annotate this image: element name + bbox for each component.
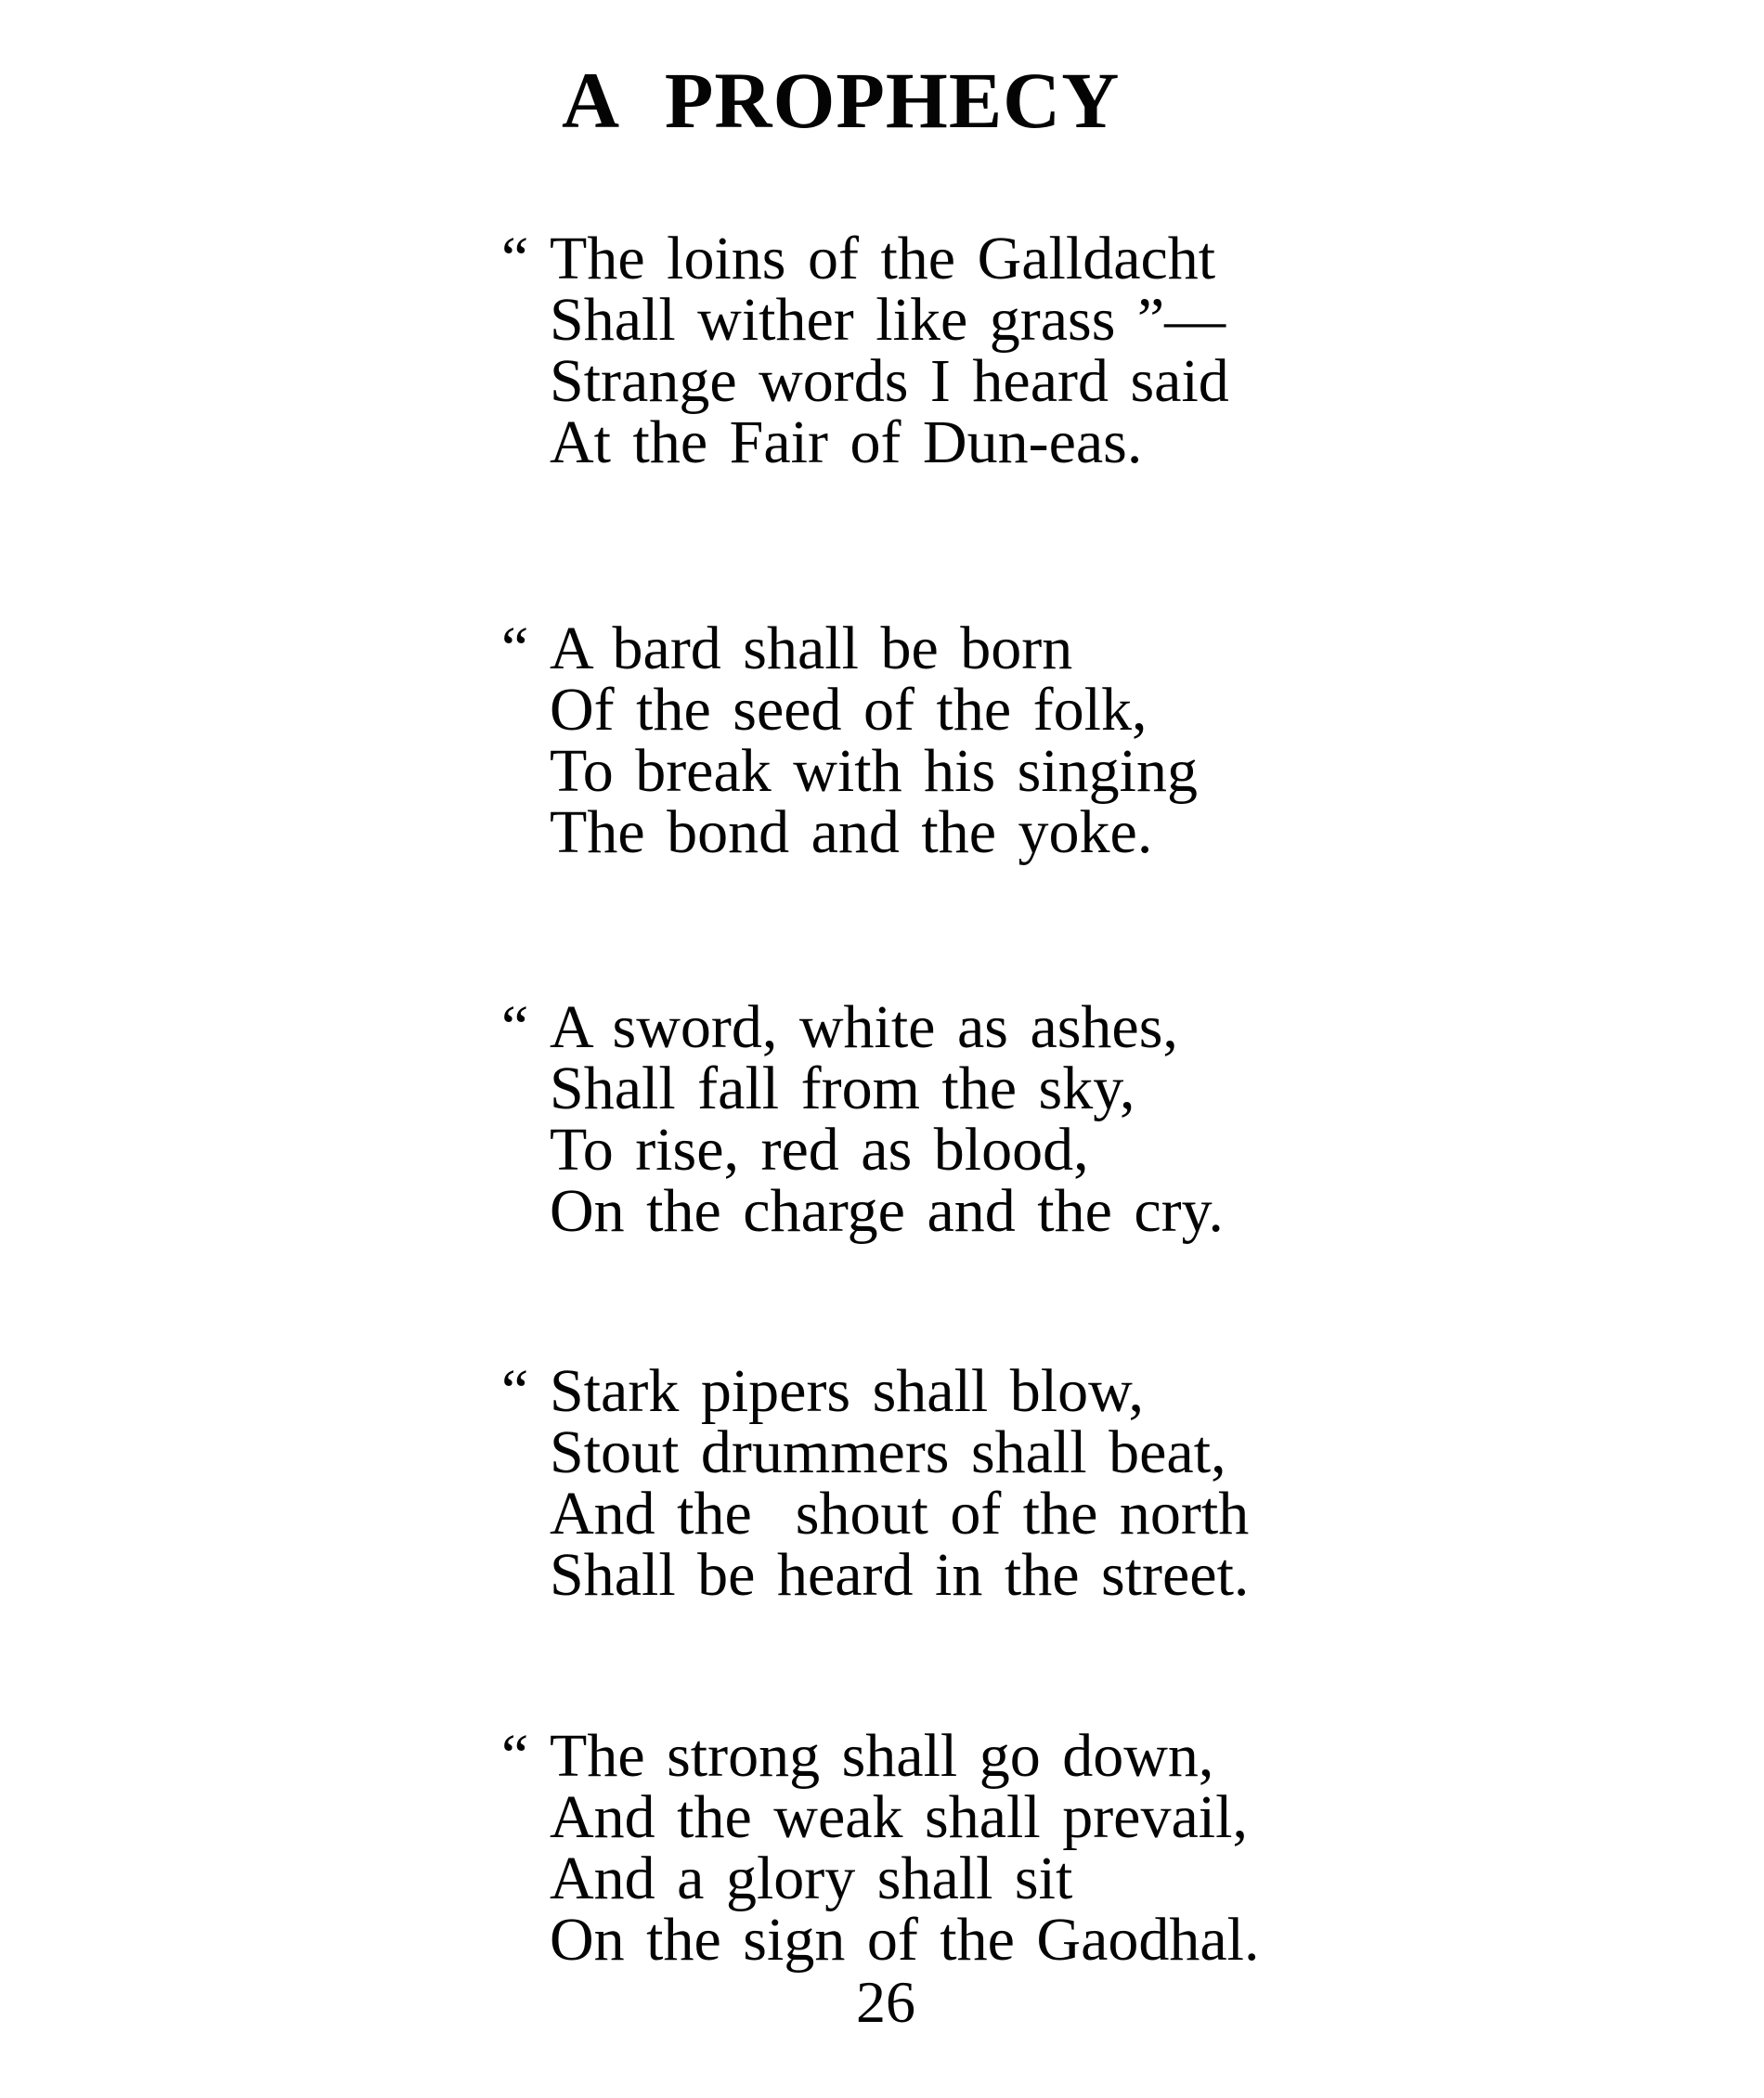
page-number: 26 bbox=[856, 1969, 915, 2035]
poem-line: Of the seed of the folk, bbox=[550, 676, 1148, 744]
poem-line: And the shout of the north bbox=[550, 1480, 1250, 1548]
poem-line: Strange words I heard said bbox=[550, 347, 1229, 415]
poem-line: The bond and the yoke. bbox=[550, 798, 1153, 866]
stanza-5 bbox=[501, 1722, 1260, 1974]
open-quote-mark: “ bbox=[501, 615, 529, 682]
poem-line-text: A bard shall be born bbox=[550, 615, 1073, 682]
poem-line: To break with his singing bbox=[550, 737, 1198, 805]
poem-line: Shall wither like grass ”— bbox=[550, 286, 1226, 354]
poem-line bbox=[501, 1357, 1249, 1425]
poem-line-text: Stark pipers shall blow, bbox=[550, 1357, 1144, 1425]
poem-line: And the weak shall prevail, bbox=[550, 1783, 1248, 1851]
poem-line bbox=[501, 225, 1229, 292]
poem-line: Stout drummers shall beat, bbox=[550, 1418, 1226, 1486]
poem-line bbox=[501, 1722, 1260, 1790]
poem-line bbox=[501, 615, 1198, 682]
poem-line: And a glory shall sit bbox=[550, 1845, 1073, 1912]
stanza-3 bbox=[501, 993, 1224, 1245]
stanza-1 bbox=[501, 225, 1229, 476]
poem-title: A PROPHECY bbox=[562, 56, 1121, 145]
poem-line: On the sign of the Gaodhal. bbox=[550, 1906, 1260, 1974]
poem-line-text: The loins of the Galldacht bbox=[550, 225, 1216, 292]
open-quote-mark: “ bbox=[501, 1722, 529, 1790]
open-quote-mark: “ bbox=[501, 993, 529, 1061]
poem-line: Shall be heard in the street. bbox=[550, 1541, 1250, 1609]
open-quote-mark: “ bbox=[501, 1357, 529, 1425]
poem-line: On the charge and the cry. bbox=[550, 1177, 1224, 1245]
poem-line: At the Fair of Dun-eas. bbox=[550, 408, 1143, 476]
open-quote-mark: “ bbox=[501, 225, 529, 292]
poem-line-text: The strong shall go down, bbox=[550, 1722, 1214, 1790]
poem-line: To rise, red as blood, bbox=[550, 1116, 1089, 1184]
stanza-4 bbox=[501, 1357, 1250, 1609]
poem-line bbox=[501, 993, 1224, 1061]
poem-line: Shall fall from the sky, bbox=[550, 1055, 1135, 1122]
poem-line-text: A sword, white as ashes, bbox=[550, 993, 1178, 1061]
stanza-2 bbox=[501, 615, 1198, 866]
